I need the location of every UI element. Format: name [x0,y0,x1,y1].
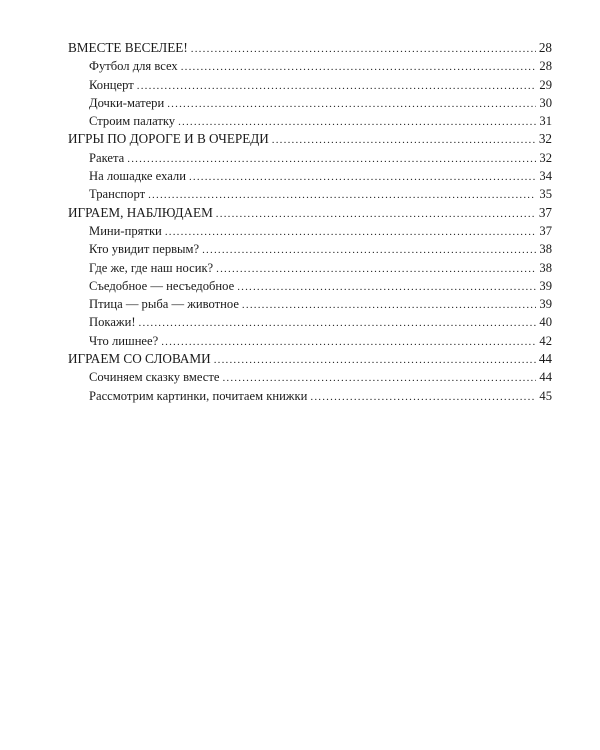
toc-section[interactable] [68,130,552,148]
toc-entry-title: Транспорт [89,187,146,202]
toc-entry[interactable] [68,222,552,240]
toc-page-number: 38 [539,242,552,257]
toc-entry-title: Где же, где наш носик? [89,260,214,275]
toc-entry-title: ИГРАЕМ СО СЛОВАМИ [68,351,211,367]
toc-page-number: 39 [539,278,552,293]
toc-entry[interactable] [68,57,552,75]
toc-entry-title: Концерт [89,77,134,92]
dot-leader [148,186,536,204]
toc-entry-title: Рассмотрим картинки, почитаем книжки [89,388,308,403]
dot-leader [191,40,536,58]
toc-page-number: 28 [539,59,552,74]
toc-page-number: 31 [539,114,552,129]
dot-leader [127,150,536,168]
toc-entry-title: Дочки-матери [89,95,165,110]
toc-page-number: 29 [539,77,552,92]
dot-leader [242,296,536,314]
dot-leader [178,113,536,131]
toc-section[interactable] [68,350,552,368]
toc-entry[interactable] [68,240,552,258]
toc-entry-title: Птица — рыба — животное [89,297,239,312]
dot-leader [216,205,536,223]
dot-leader [272,131,536,149]
toc-entry-title: Что лишнее? [89,333,159,348]
dot-leader [202,241,536,259]
toc-page-number: 32 [539,150,552,165]
toc-page-number: 35 [539,187,552,202]
toc-entry[interactable] [68,368,552,386]
toc-page-number: 30 [539,95,552,110]
dot-leader [214,351,536,369]
toc-entry-title: Ракета [89,150,125,165]
toc-entry[interactable] [68,76,552,94]
dot-leader [161,333,536,351]
toc-entry-title: На лошадке ехали [89,169,186,184]
toc-page-number: 34 [539,169,552,184]
toc-entry-title: Сочиняем сказку вместе [89,370,220,385]
dot-leader [165,223,536,241]
toc-page-number: 28 [538,40,552,55]
toc-entry-title: ИГРАЕМ, НАБЛЮДАЕМ [68,204,213,220]
toc-entry[interactable] [68,332,552,350]
toc-page-number: 44 [538,351,552,367]
toc-entry[interactable] [68,167,552,185]
toc-page-number: 40 [539,315,552,330]
toc-entry[interactable] [68,259,552,277]
toc-entry[interactable] [68,277,552,295]
toc-section[interactable] [68,39,552,57]
toc-entry-title: Кто увидит первым? [89,242,200,257]
dot-leader [137,77,536,95]
dot-leader [222,369,536,387]
dot-leader [189,168,536,186]
toc-page-number: 39 [539,297,552,312]
dot-leader [167,95,536,113]
toc-entry[interactable] [68,112,552,130]
toc-section[interactable] [68,204,552,222]
toc-entry[interactable] [68,94,552,112]
dot-leader [181,58,536,76]
toc-entry-title: Футбол для всех [89,59,178,74]
toc-entry[interactable] [68,313,552,331]
toc-entry-title: Мини-прятки [89,223,162,238]
toc-entry-title: ВМЕСТЕ ВЕСЕЛЕЕ! [68,40,188,55]
toc-page-number: 44 [539,370,552,385]
toc-entry-title: Строим палатку [89,114,176,129]
toc-entry[interactable] [68,295,552,313]
toc-entry-title: ИГРЫ ПО ДОРОГЕ И В ОЧЕРЕДИ [68,131,269,147]
toc-entry[interactable] [68,185,552,203]
toc-entry[interactable] [68,387,552,405]
toc-page-number: 45 [539,388,552,403]
dot-leader [237,278,536,296]
toc-entry-title: Покажи! [89,315,136,330]
toc-entry-title: Съедобное — несъедобное [89,278,235,293]
toc-entry[interactable] [68,149,552,167]
toc-page-number: 38 [539,260,552,275]
toc-page-number: 37 [539,223,552,238]
dot-leader [310,388,536,406]
toc-page-number: 42 [539,333,552,348]
dot-leader [216,260,536,278]
table-of-contents [68,39,552,405]
dot-leader [139,314,536,332]
toc-page-number: 37 [538,204,552,220]
toc-page-number: 32 [538,131,552,147]
